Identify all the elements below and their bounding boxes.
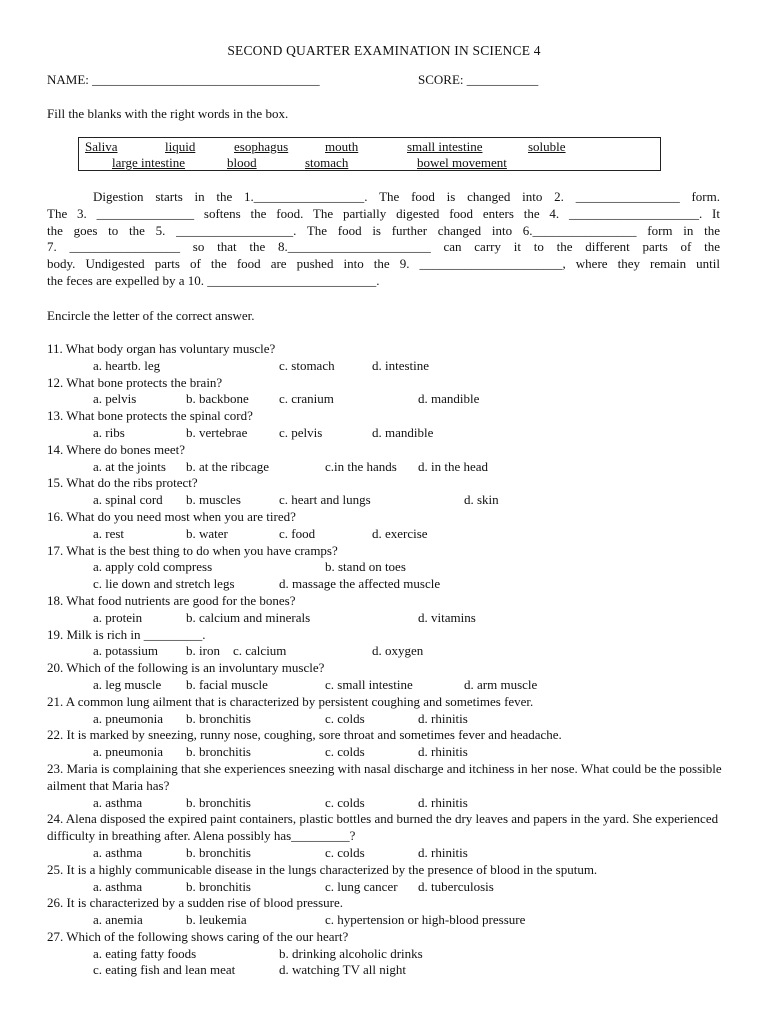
instruction-fill-blanks: Fill the blanks with the right words in the box. [47, 106, 289, 121]
answer-options [47, 711, 727, 728]
name-field[interactable]: NAME: ___________________________________ [47, 72, 320, 87]
answer-option[interactable]: b. at the ribcage [186, 458, 270, 474]
fill-in-paragraph [47, 189, 720, 290]
answer-option[interactable]: c. heart and lungs [279, 492, 371, 508]
paragraph-line: the goes to the 5. __________________. The food is further changed into 6.________________ form in the [47, 222, 720, 238]
answer-option[interactable]: c. stomach [279, 357, 335, 373]
question-text: 25. It is a highly communicable disease in the lungs characterized by the presence of blood in the sputum. [47, 861, 598, 877]
answer-option[interactable]: b. bronchitis [186, 844, 251, 860]
answer-option[interactable]: d. rhinitis [418, 844, 468, 860]
answer-option[interactable]: a. pneumonia [93, 710, 164, 726]
answer-option[interactable]: b. facial muscle [186, 676, 268, 692]
answer-option[interactable]: d. skin [464, 492, 499, 508]
word-box-item: esophagus [234, 139, 289, 154]
answer-option[interactable]: a. spinal cord [93, 492, 163, 508]
question-text: 13. What bone protects the spinal cord? [47, 408, 253, 424]
paragraph-line: Digestion starts in the 1._________________. The food is changed into 2. ________________ form. [93, 189, 720, 204]
word-box-item: bowel movement [417, 155, 507, 170]
answer-option[interactable]: d. massage the affected muscle [279, 576, 441, 592]
answer-option[interactable]: a. potassium [93, 643, 158, 659]
answer-option[interactable]: b. stand on toes [325, 559, 406, 575]
answer-option[interactable]: d. rhinitis [418, 744, 468, 760]
answer-option[interactable]: b. muscles [186, 492, 241, 508]
answer-option[interactable]: c. small intestine [325, 676, 413, 692]
answer-option[interactable]: d. arm muscle [464, 676, 538, 692]
exam-title: SECOND QUARTER EXAMINATION IN SCIENCE 4 [227, 43, 541, 58]
score-field[interactable]: SCORE: ___________ [418, 72, 539, 87]
answer-option[interactable]: c. lung cancer [325, 878, 398, 894]
answer-option[interactable]: c. eating fish and lean meat [93, 962, 236, 978]
answer-option[interactable]: d. rhinitis [418, 794, 468, 810]
question-text: 27. Which of the following shows caring of the our heart? [47, 928, 349, 944]
word-box-item: Saliva [85, 139, 118, 154]
answer-option[interactable]: b. leukemia [186, 912, 247, 928]
answer-option[interactable]: c. food [279, 525, 316, 541]
answer-options [47, 912, 727, 929]
answer-option[interactable]: b. bronchitis [186, 794, 251, 810]
answer-option[interactable]: d. mandible [418, 391, 480, 407]
question-text: 17. What is the best thing to do when you have cramps? [47, 542, 338, 558]
answer-options [47, 526, 727, 543]
question-text: 12. What bone protects the brain? [47, 374, 223, 390]
answer-options [47, 643, 727, 660]
answer-option[interactable]: a. ribs [93, 424, 125, 440]
answer-option[interactable]: c. colds [325, 744, 365, 760]
answer-option[interactable]: b. bronchitis [186, 744, 251, 760]
answer-option[interactable]: c. calcium [233, 643, 287, 659]
answer-option[interactable]: d. intestine [372, 357, 430, 373]
answer-option[interactable]: a. asthma [93, 844, 143, 860]
answer-options [47, 391, 727, 408]
answer-option[interactable]: b. water [186, 525, 228, 541]
answer-options [47, 492, 727, 509]
answer-options [47, 459, 727, 476]
answer-option[interactable]: a. eating fatty foods [93, 945, 197, 961]
question-text: 24. Alena disposed the expired paint containers, plastic bottles and burned the dry leaves and papers in the yard. She experienced difficulty in breathing after. Alena possibly has_________? [47, 811, 719, 844]
answer-option[interactable]: d. exercise [372, 525, 428, 541]
answer-option[interactable]: a. protein [93, 609, 143, 625]
answer-option[interactable]: a. pneumonia [93, 744, 164, 760]
paragraph-line: the feces are expelled by a 10. __________________________. [47, 272, 380, 288]
answer-option[interactable]: a. at the joints [93, 458, 166, 474]
word-box [78, 137, 661, 171]
answer-options [47, 559, 727, 576]
question-text: 21. A common lung ailment that is characterized by persistent coughing and sometimes fever. [47, 693, 534, 709]
answer-option[interactable]: c. hypertension or high-blood pressure [325, 912, 526, 928]
answer-options [47, 744, 727, 761]
answer-options [47, 425, 727, 442]
answer-option[interactable]: c. colds [325, 844, 365, 860]
question-text: 14. Where do bones meet? [47, 441, 186, 457]
name-score-line [47, 72, 727, 89]
answer-option[interactable]: c. colds [325, 794, 365, 810]
answer-option[interactable]: b. drinking alcoholic drinks [279, 945, 423, 961]
answer-option[interactable]: d. rhinitis [418, 710, 468, 726]
answer-option[interactable]: a. pelvis [93, 391, 137, 407]
answer-option[interactable]: a. rest [93, 525, 125, 541]
answer-option[interactable]: a. asthma [93, 878, 143, 894]
answer-option[interactable]: d. vitamins [418, 609, 476, 625]
question-text: 16. What do you need most when you are tired? [47, 508, 296, 524]
question-text: 11. What body organ has voluntary muscle? [47, 341, 276, 356]
word-box-item: stomach [305, 155, 349, 170]
answer-option[interactable]: c. lie down and stretch legs [93, 576, 235, 592]
answer-option[interactable]: b. backbone [186, 391, 249, 407]
paragraph-line: body. Undigested parts of the food are pushed into the 9. ______________________, where they remain until [47, 256, 720, 272]
question-list [47, 341, 727, 979]
answer-options [47, 845, 727, 862]
answer-options [47, 576, 727, 593]
paragraph-line: 7. _________________ so that the 8.______________________ can carry it to the different parts of the [47, 239, 720, 255]
answer-options [47, 610, 727, 627]
question-text: 20. Which of the following is an involuntary muscle? [47, 660, 325, 676]
instruction-encircle: Encircle the letter of the correct answer. [47, 308, 255, 323]
question-text: 23. Maria is complaining that she experiences sneezing with nasal discharge and itchiness in her nose. What could be the possible ailment that Maria has? [47, 760, 722, 793]
answer-options [47, 358, 727, 375]
answer-option[interactable]: b. bronchitis [186, 878, 251, 894]
answer-options [47, 795, 727, 812]
answer-option[interactable]: c. colds [325, 710, 365, 726]
answer-option[interactable]: d. watching TV all night [279, 962, 406, 978]
answer-option[interactable]: b. iron [186, 643, 220, 659]
word-box-item: small intestine [407, 139, 483, 154]
answer-option[interactable]: d. tuberculosis [418, 878, 494, 894]
answer-option[interactable]: a. apply cold compress [93, 559, 213, 575]
answer-option[interactable]: c.in the hands [325, 458, 397, 474]
answer-option[interactable]: d. mandible [372, 424, 434, 440]
word-box-item: soluble [528, 139, 566, 154]
question-text: 26. It is characterized by a sudden rise of blood pressure. [47, 895, 344, 911]
question-text: 15. What do the ribs protect? [47, 475, 198, 491]
answer-option[interactable]: b. vertebrae [186, 424, 248, 440]
answer-options [47, 946, 727, 963]
answer-options [47, 879, 727, 896]
answer-option[interactable]: c. cranium [279, 391, 334, 407]
paragraph-line: The 3. _______________ softens the food. The partially digested food enters the 4. ____________________. It [47, 205, 720, 221]
answer-option[interactable]: a. anemia [93, 912, 143, 928]
answer-option[interactable]: a. heartb. leg [93, 357, 161, 373]
word-box-item: blood [227, 155, 257, 170]
answer-option[interactable]: d. oxygen [372, 643, 424, 659]
word-box-item: liquid [165, 139, 196, 154]
answer-option[interactable]: a. asthma [93, 794, 143, 810]
answer-option[interactable]: b. bronchitis [186, 710, 251, 726]
word-box-item: mouth [325, 139, 359, 154]
question-text: 22. It is marked by sneezing, runny nose, coughing, sore throat and sometimes fever and headache. [47, 727, 562, 743]
answer-options [47, 677, 727, 694]
answer-option[interactable]: a. leg muscle [93, 676, 162, 692]
question-text: 18. What food nutrients are good for the bones? [47, 592, 296, 608]
answer-option[interactable]: d. in the head [418, 458, 489, 474]
question-text: 19. Milk is rich in _________. [47, 626, 206, 642]
answer-option[interactable]: c. pelvis [279, 424, 323, 440]
word-box-item: large intestine [112, 155, 186, 170]
answer-option[interactable]: b. calcium and minerals [186, 609, 311, 625]
answer-options [47, 962, 727, 979]
